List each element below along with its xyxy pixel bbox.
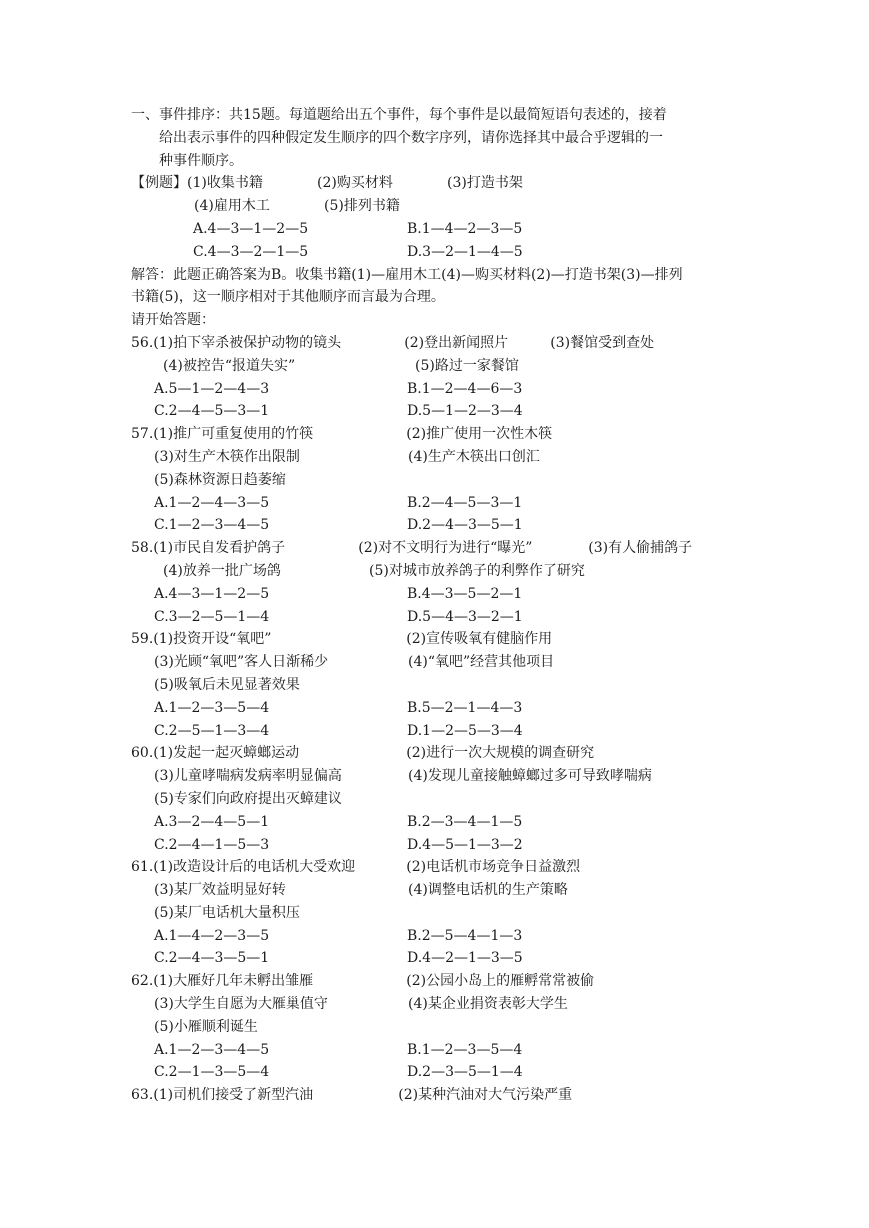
option-b: B.1—4—2—3—5 [407,220,523,237]
event-2: (2)某种汽油对大气污染严重 [398,1087,573,1104]
event-4: (4)发现儿童接触蟑螂过多可导致哮喘病 [408,768,652,785]
question-number: 56. [131,334,154,351]
option-b: B.4—3—5—2—1 [407,585,523,602]
question-number: 58. [131,540,154,557]
option-c: C.2—1—3—5—4 [154,1064,270,1081]
event-3: (3)大学生自愿为大雁巢值守 [154,996,328,1013]
event-4: (4)雇用木工 [194,198,270,215]
event-1: (1)收集书籍 [187,175,263,192]
event-2: (2)宣传吸氧有健脑作用 [406,631,553,648]
event-5: (5)小雁顺利诞生 [154,1018,258,1035]
question-60 [131,742,751,856]
option-d: D.5—4—3—2—1 [407,608,523,625]
answer-line: 请开始答题： [131,312,215,329]
option-a: A.5—1—2—4—3 [154,380,270,397]
question-number: 57. [131,426,154,443]
option-c: C.2—4—5—3—1 [154,403,270,420]
option-a: A.1—4—2—3—5 [154,927,270,944]
option-d: D.2—4—3—5—1 [407,517,523,534]
event-1: (1)拍下宰杀被保护动物的镜头 [153,334,342,351]
option-d: D.5—1—2—3—4 [407,403,523,420]
question-number: 61. [131,859,154,876]
question-number: 60. [131,745,154,762]
event-5: (5)路过一家餐馆 [415,357,519,374]
option-c: C.2—4—1—5—3 [154,836,270,853]
question-58 [131,537,751,628]
option-d: D.4—2—1—3—5 [407,950,523,967]
answer-line: 解答：此题正确答案为B。收集书籍(1)—雇用木工(4)—购买材料(2)—打造书架(3)—排列 [131,266,683,283]
event-4: (4)某企业捐资表彰大学生 [408,996,568,1013]
option-a: A.1—2—4—3—5 [154,494,270,511]
question-number: 63. [131,1087,154,1104]
example-label: 【例题】 [131,175,187,192]
example-block [131,172,751,263]
option-c: C.1—2—3—4—5 [154,517,270,534]
answer-block [131,264,751,332]
event-5: (5)对城市放养鸽子的利弊作了研究 [369,562,585,579]
question-63 [131,1084,751,1107]
event-3: (3)某厂效益明显好转 [154,882,286,899]
question-57 [131,423,751,537]
option-c: C.2—5—1—3—4 [154,722,270,739]
event-5: (5)排列书籍 [324,198,400,215]
option-b: B.2—4—5—3—1 [407,494,523,511]
event-2: (2)推广使用一次性木筷 [406,426,553,443]
section-heading [131,104,751,172]
question-61 [131,856,751,970]
event-1: (1)司机们接受了新型汽油 [153,1087,314,1104]
event-3: (3)餐馆受到查处 [550,334,655,351]
event-4: (4)放养一批广场鸽 [163,562,281,579]
event-3: (3)打造书架 [447,175,523,192]
event-2: (2)购买材料 [317,175,393,192]
option-b: B.2—5—4—1—3 [407,927,523,944]
event-5: (5)某厂电话机大量积压 [154,904,300,921]
event-5: (5)吸氧后未见显著效果 [154,676,300,693]
event-3: (3)对生产木筷作出限制 [154,448,300,465]
option-a: A.1—2—3—4—5 [154,1041,270,1058]
question-59 [131,628,751,742]
event-2: (2)登出新闻照片 [404,334,509,351]
heading-line: 种事件顺序。 [159,152,243,169]
event-3: (3)儿童哮喘病发病率明显偏高 [154,768,342,785]
event-4: (4)调整电话机的生产策略 [408,882,568,899]
event-3: (3)有人偷捕鸽子 [588,540,693,557]
option-b: B.1—2—4—6—3 [407,380,523,397]
option-a: A.1—2—3—5—4 [154,699,270,716]
event-1: (1)推广可重复使用的竹筷 [153,426,314,443]
event-1: (1)发起一起灭蟑螂运动 [153,745,300,762]
heading-line: 给出表示事件的四种假定发生顺序的四个数字序列，请你选择其中最合乎逻辑的一 [159,129,663,146]
event-3: (3)光顾“氧吧”客人日渐稀少 [154,654,329,671]
event-5: (5)专家们向政府提出灭蟑建议 [154,790,342,807]
option-d: D.2—3—5—1—4 [407,1064,523,1081]
event-4: (4)被控告“报道失实” [163,357,296,374]
answer-line: 书籍(5)，这一顺序相对于其他顺序而言最为合理。 [131,289,445,306]
option-d: D.3—2—1—4—5 [407,243,523,260]
event-2: (2)电话机市场竞争日益激烈 [406,859,581,876]
event-4: (4)“氧吧”经营其他项目 [408,654,555,671]
option-c: C.2—4—3—5—1 [154,950,270,967]
event-1: (1)大雁好几年未孵出雏雁 [153,973,314,990]
event-1: (1)改造设计后的电话机大受欢迎 [153,859,356,876]
event-5: (5)森林资源日趋萎缩 [154,471,286,488]
option-b: B.2—3—4—1—5 [407,813,523,830]
event-4: (4)生产木筷出口创汇 [408,448,540,465]
event-1: (1)投资开设“氧吧” [153,631,272,648]
event-2: (2)公园小岛上的雁孵常常被偷 [406,973,595,990]
option-d: D.1—2—5—3—4 [407,722,523,739]
option-c: C.4—3—2—1—5 [193,243,309,260]
document-page [131,104,751,1107]
option-a: A.4—3—1—2—5 [193,220,309,237]
option-b: B.5—2—1—4—3 [407,699,523,716]
question-62 [131,970,751,1084]
event-2: (2)对不文明行为进行“曝光” [358,540,533,557]
heading-line: 一、事件排序：共15题。每道题给出五个事件，每个事件是以最简短语句表述的，接着 [131,107,667,123]
option-a: A.4—3—1—2—5 [154,585,270,602]
event-2: (2)进行一次大规模的调查研究 [406,745,595,762]
question-number: 59. [131,631,154,648]
question-number: 62. [131,973,154,990]
event-1: (1)市民自发看护鸽子 [153,540,286,557]
option-b: B.1—2—3—5—4 [407,1041,523,1058]
option-d: D.4—5—1—3—2 [407,836,523,853]
question-56 [131,332,751,423]
option-c: C.3—2—5—1—4 [154,608,270,625]
option-a: A.3—2—4—5—1 [154,813,270,830]
